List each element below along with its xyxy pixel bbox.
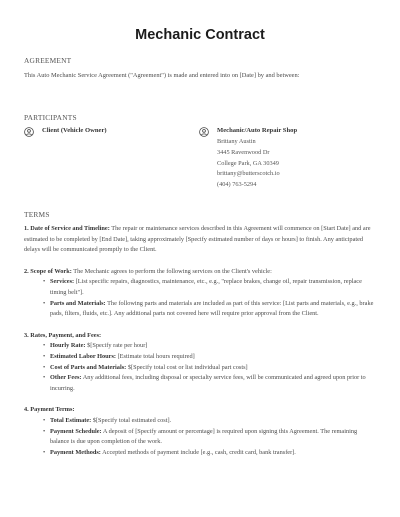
clause-text: The Mechanic agrees to perform the following services on the Client's vehicle:: [71, 267, 272, 275]
list-item: [43, 448, 376, 459]
scope-list: [43, 277, 376, 319]
shop-contact-name: Brittany Austin: [217, 138, 256, 145]
terms-label: TERMS: [24, 210, 50, 219]
item-text: Accepted methods of payment include [e.g., cash, credit card, bank transfer].: [100, 448, 296, 456]
shop-city: College Park, GA 30349: [217, 159, 279, 167]
list-item: [43, 352, 376, 363]
shop-phone: (404) 763-5294: [217, 181, 257, 189]
list-item: [43, 341, 376, 352]
shop-email: brittany@butterscotch.io: [217, 170, 280, 178]
rates-list: [43, 341, 376, 394]
agreement-intro: This Auto Mechanic Service Agreement ("Agreement") is made and entered into on [Date] by and between:: [24, 72, 300, 79]
clause-scope-of-work: [24, 267, 376, 278]
item-text: The following parts and materials are included as part of this service: [List parts and materials, e.g., brake pads, filters, fluids, etc.]. Any additional parts not covered here will require prior approval from the Client.: [50, 299, 374, 318]
clause-rates-payment-fees: [24, 331, 376, 342]
client-name: Client (Vehicle Owner): [42, 127, 107, 134]
item-text: Any additional fees, including disposal or specialty service fees, will be communicated and agreed upon prior to incurring.: [50, 374, 366, 392]
item-label: Services:: [50, 278, 75, 286]
shop-party: [199, 126, 297, 191]
item-label: Cost of Parts and Materials:: [50, 363, 127, 371]
participants-label: PARTICIPANTS: [24, 113, 77, 122]
agreement-label: AGREEMENT: [24, 56, 72, 65]
item-label: Estimated Labor Hours:: [50, 352, 117, 360]
item-label: Hourly Rate:: [50, 342, 86, 350]
person-icon: [199, 127, 209, 137]
item-text: [List specific repairs, diagnostics, maintenance, etc., e.g., "replace brakes, change oil, repair transmission, replace timing belt"].: [50, 278, 362, 296]
participants-section: [24, 126, 376, 190]
clause-date-of-service: [24, 224, 376, 256]
client-party: [24, 126, 107, 137]
clause-title: 4. Payment Terms:: [24, 406, 75, 414]
list-item: [43, 299, 376, 320]
list-item: [43, 363, 376, 374]
item-text: A deposit of [Specify amount or percentage] is required upon signing this Agreement. The remaining balance is due upon completion of the work.: [50, 427, 358, 446]
item-label: Payment Methods:: [50, 448, 101, 456]
item-text: $[Specify total cost or list individual part costs]: [126, 363, 248, 371]
page-title: Mechanic Contract: [135, 27, 265, 43]
payment-list: [43, 416, 376, 458]
clause-title: 2. Scope of Work:: [24, 267, 72, 275]
item-text: $[Specify rate per hour]: [85, 342, 148, 350]
clause-title: 3. Rates, Payment, and Fees:: [24, 331, 102, 339]
list-item: [43, 277, 376, 298]
item-label: Other Fees:: [50, 374, 82, 382]
clause-text: The repair or maintenance services described in this Agreement will commence on [Start Date] and are estimated to be completed by [End Date], taking approximately [Specify estimated number of days or hours] to finish. Any anticipated delays will be communicated promptly to the Client.: [24, 225, 371, 254]
shop-name: Mechanic/Auto Repair Shop: [217, 127, 298, 134]
person-icon: [24, 127, 34, 137]
item-text: $[Specify total estimated cost].: [91, 416, 172, 424]
item-text: [Estimate total hours required]: [116, 352, 195, 360]
item-label: Total Estimate:: [50, 416, 92, 424]
list-item: [43, 427, 376, 448]
list-item: [43, 416, 376, 427]
item-label: Payment Schedule:: [50, 427, 102, 435]
item-label: Parts and Materials:: [50, 299, 106, 307]
list-item: [43, 373, 376, 394]
shop-street: 3445 Ravenwood Dr: [217, 148, 270, 156]
clause-payment-terms: [24, 405, 376, 416]
clause-title: 1. Date of Service and Timeline:: [24, 225, 110, 232]
